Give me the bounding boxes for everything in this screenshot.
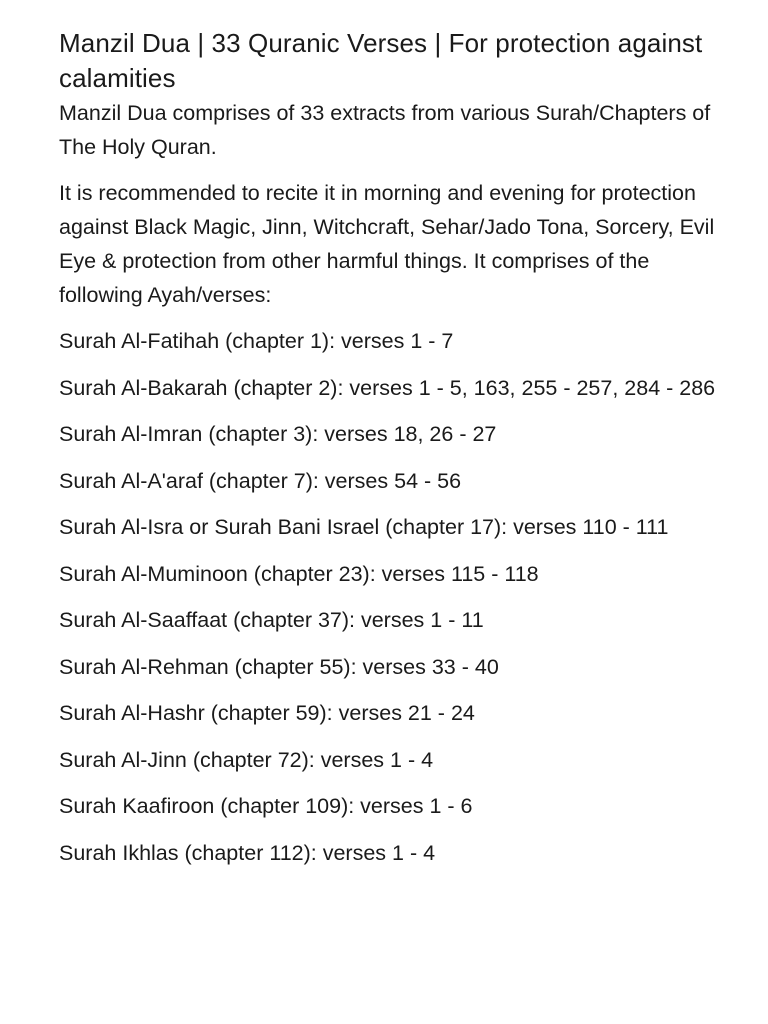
recommendation-paragraph: It is recommended to recite it in morning and evening for protection against Black Magic, Jinn, Witchcraft, Sehar/Jado Tona, Sorcery, Evil Eye & protection from other harmful things. It comprises of the following Ayah/verses: xyxy=(59,181,715,307)
verse-item: Surah Al-Fatihah (chapter 1): verses 1 - 7 xyxy=(59,329,454,353)
page-title: Manzil Dua | 33 Quranic Verses | For protection against calamities xyxy=(59,28,703,93)
verse-item: Surah Al-Saaffaat (chapter 37): verses 1 - 11 xyxy=(59,608,484,632)
intro-paragraph: Manzil Dua comprises of 33 extracts from various Surah/Chapters of The Holy Quran. xyxy=(59,101,711,159)
verse-list xyxy=(59,324,719,870)
verse-item: Surah Al-Jinn (chapter 72): verses 1 - 4 xyxy=(59,747,434,772)
document-page xyxy=(59,26,719,882)
verse-item: Surah Al-Muminoon (chapter 23): verses 115 - 118 xyxy=(59,561,539,586)
intro-section xyxy=(59,96,719,312)
verse-item: Surah Al-Hashr (chapter 59): verses 21 - 24 xyxy=(59,701,475,725)
verse-item: Surah Al-A'araf (chapter 7): verses 54 - 56 xyxy=(59,468,462,493)
verse-item: Surah Al-Bakarah (chapter 2): verses 1 - 5, 163, 255 - 257, 284 - 286 xyxy=(59,375,716,400)
verse-item: Surah Kaafiroon (chapter 109): verses 1 - 6 xyxy=(59,794,473,818)
verse-item: Surah Al-Imran (chapter 3): verses 18, 26 - 27 xyxy=(59,422,497,446)
verse-item: Surah Al-Rehman (chapter 55): verses 33 - 40 xyxy=(59,654,499,679)
verse-item: Surah Ikhlas (chapter 112): verses 1 - 4 xyxy=(59,840,436,865)
verse-item: Surah Al-Isra or Surah Bani Israel (chapter 17): verses 110 - 111 xyxy=(59,515,669,539)
